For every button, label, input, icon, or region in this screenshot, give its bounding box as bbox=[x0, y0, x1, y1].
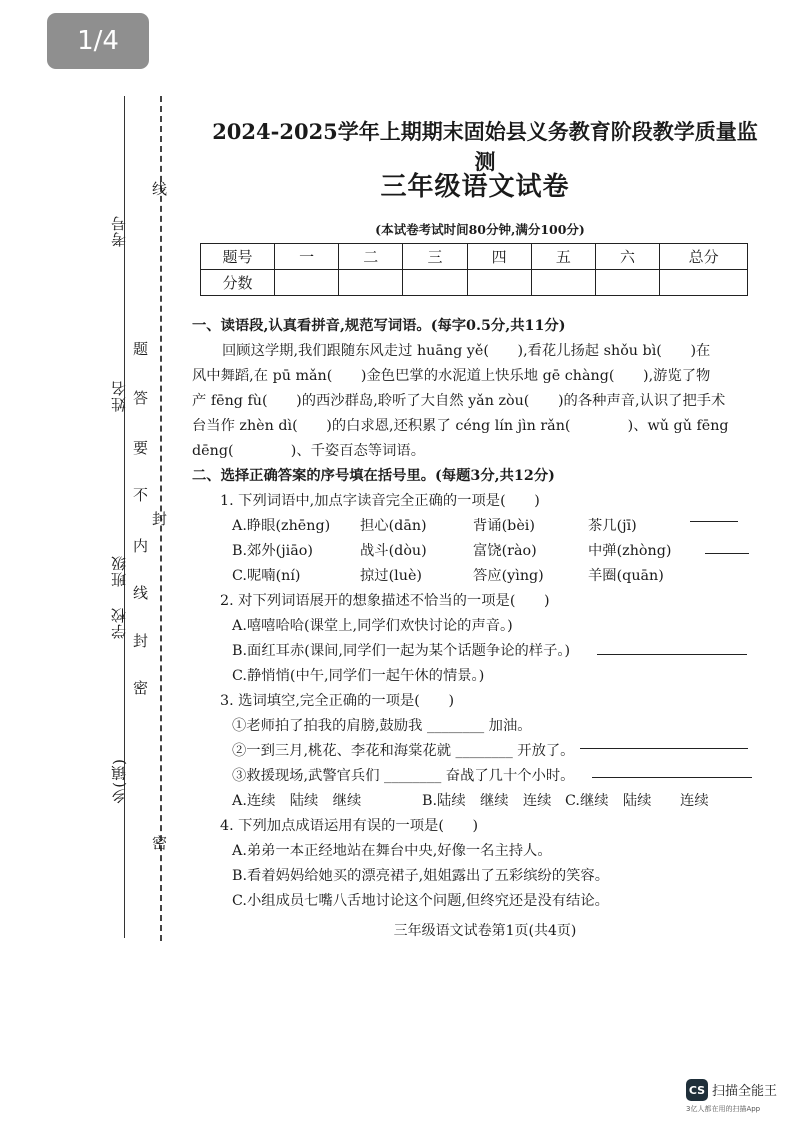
instruction-feng: 封 bbox=[133, 632, 149, 650]
q2-s1-r3-c4: 羊圈(quān) bbox=[588, 568, 664, 584]
q2-s4-option-b: B.看着妈妈给她买的漂亮裙子,姐姐露出了五彩缤纷的笑容。 bbox=[232, 868, 610, 884]
score-header-cell: 二 bbox=[339, 244, 403, 270]
scan-artifact-line bbox=[597, 654, 747, 655]
q1-line-2: 风中舞蹈,在 pū mǎn( )金色巴掌的水泥道上快乐地 gē chàng( ),游览了物 bbox=[192, 368, 711, 384]
q2-s1-r1-c1: A.睁眼(zhēng) bbox=[232, 518, 331, 534]
scan-artifact-line bbox=[705, 553, 749, 554]
score-header-cell: 四 bbox=[467, 244, 531, 270]
scan-artifact-line bbox=[690, 521, 738, 522]
q2-s1-r2-c2: 战斗(dòu) bbox=[360, 543, 427, 559]
instruction-nei: 内 bbox=[133, 537, 149, 555]
q2-s3-item-1: ①老师拍了拍我的肩膀,鼓励我 ________ 加油。 bbox=[232, 718, 532, 734]
score-header-cell: 六 bbox=[595, 244, 659, 270]
exam-note: (本试卷考试时间80分钟,满分100分) bbox=[375, 222, 585, 237]
scanner-tagline: 3亿人都在用的扫描App bbox=[686, 1105, 761, 1113]
q1-line-4: 台当作 zhèn dì( )的白求恩,还积累了 céng lín jìn rǎn( )、wǔ gǔ fēng bbox=[192, 418, 729, 434]
q2-heading: 二、选择正确答案的序号填在括号里。(每题3分,共12分) bbox=[192, 468, 555, 484]
q2-s1-r2-c3: 富饶(rào) bbox=[473, 543, 537, 559]
label-school: 学校 bbox=[110, 607, 128, 639]
instruction-yao: 要 bbox=[133, 439, 149, 457]
q2-s2-option-b: B.面红耳赤(课间,同学们一起为某个话题争论的样子。) bbox=[232, 643, 571, 659]
exam-subtitle: 三年级语文试卷 bbox=[380, 172, 570, 202]
cut-word-mi-bottom: 密 bbox=[152, 834, 168, 852]
label-name: 姓名 bbox=[110, 380, 128, 412]
q2-s1-r1-c4: 茶几(jī) bbox=[588, 518, 637, 534]
q2-s2-stem: 2. 对下列词语展开的想象描述不恰当的一项是( ) bbox=[220, 593, 550, 609]
score-table bbox=[200, 243, 748, 296]
q2-s1-r2-c1: B.郊外(jiāo) bbox=[232, 543, 313, 559]
q2-s3-item-3: ③救援现场,武警官兵们 ________ 奋战了几十个小时。 bbox=[232, 768, 575, 784]
score-cell[interactable] bbox=[403, 270, 467, 296]
q2-s3-item-2: ②一到三月,桃花、李花和海棠花就 ________ 开放了。 bbox=[232, 743, 575, 759]
instruction-da: 答 bbox=[133, 389, 149, 407]
label-class: 班级 bbox=[110, 555, 128, 587]
q1-heading: 一、读语段,认真看拼音,规范写词语。(每字0.5分,共11分) bbox=[192, 318, 566, 334]
label-township: 乡(镇) bbox=[110, 758, 128, 804]
q2-s1-r1-c3: 背诵(bèi) bbox=[473, 518, 535, 534]
q2-s2-option-a: A.嘻嘻哈哈(课堂上,同学们欢快讨论的声音。) bbox=[232, 618, 513, 634]
page-indicator[interactable]: 1/4 bbox=[47, 13, 149, 69]
instruction-xian: 线 bbox=[133, 584, 149, 602]
q2-s1-r2-c4: 中弹(zhòng) bbox=[588, 543, 672, 559]
score-cell[interactable] bbox=[595, 270, 659, 296]
scan-artifact-line bbox=[592, 777, 752, 778]
q2-s1-r3-c3: 答应(yìng) bbox=[473, 568, 544, 584]
q2-s4-option-a: A.弟弟一本正经地站在舞台中央,好像一名主持人。 bbox=[232, 843, 552, 859]
instruction-ti: 题 bbox=[133, 340, 149, 358]
q2-s1-r1-c2: 担心(dān) bbox=[360, 518, 427, 534]
q1-line-1: 回顾这学期,我们跟随东风走过 huāng yě( ),看花儿扬起 shǒu bì( )在 bbox=[222, 343, 711, 359]
q2-s3-stem: 3. 选词填空,完全正确的一项是( ) bbox=[220, 693, 455, 709]
q2-s1-r3-c2: 掠过(luè) bbox=[360, 568, 422, 584]
scanner-app-name: 扫描全能王 bbox=[712, 1084, 778, 1099]
score-cell[interactable] bbox=[660, 270, 748, 296]
instruction-bu: 不 bbox=[133, 486, 149, 504]
q2-s2-option-c: C.静悄悄(中午,同学们一起午休的情景。) bbox=[232, 668, 485, 684]
exam-title: 2024-2025学年上期期末固始县义务教育阶段教学质量监测 bbox=[212, 119, 758, 174]
q2-s4-stem: 4. 下列加点成语运用有误的一项是( ) bbox=[220, 818, 479, 834]
score-row-label: 分数 bbox=[201, 270, 275, 296]
q2-s3-option-a: A.连续 陆续 继续 bbox=[232, 793, 362, 809]
score-cell[interactable] bbox=[531, 270, 595, 296]
score-table-header-row bbox=[201, 244, 748, 270]
q1-line-3: 产 fēng fù( )的西沙群岛,聆听了大自然 yǎn zòu( )的各种声音,认识了把手术 bbox=[192, 393, 726, 409]
score-header-cell: 总分 bbox=[660, 244, 748, 270]
q2-s4-option-c: C.小组成员七嘴八舌地讨论这个问题,但终究还是没有结论。 bbox=[232, 893, 609, 909]
score-cell[interactable] bbox=[467, 270, 531, 296]
label-exam-number: 考号 bbox=[110, 215, 128, 247]
q2-s3-option-c: C.继续 陆续 连续 bbox=[565, 793, 709, 809]
score-header-cell: 三 bbox=[403, 244, 467, 270]
cut-word-xian-top: 线 bbox=[152, 180, 168, 198]
page-footer: 三年级语文试卷第1页(共4页) bbox=[393, 923, 577, 939]
score-header-cell: 五 bbox=[531, 244, 595, 270]
instruction-mi: 密 bbox=[133, 679, 149, 697]
scan-artifact-line bbox=[580, 748, 748, 749]
q2-s1-stem: 1. 下列词语中,加点字读音完全正确的一项是( ) bbox=[220, 493, 540, 509]
score-header-cell: 一 bbox=[275, 244, 339, 270]
q1-line-5: dēng( )、千姿百态等词语。 bbox=[192, 443, 425, 459]
camscanner-logo-icon: CS bbox=[686, 1079, 708, 1101]
score-cell[interactable] bbox=[275, 270, 339, 296]
score-table-score-row bbox=[201, 270, 748, 296]
score-cell[interactable] bbox=[339, 270, 403, 296]
q2-s1-r3-c1: C.呢喃(ní) bbox=[232, 568, 301, 584]
q2-s3-option-b: B.陆续 继续 连续 bbox=[422, 793, 552, 809]
score-header-cell: 题号 bbox=[201, 244, 275, 270]
cut-word-feng-mid: 封 bbox=[152, 510, 168, 528]
